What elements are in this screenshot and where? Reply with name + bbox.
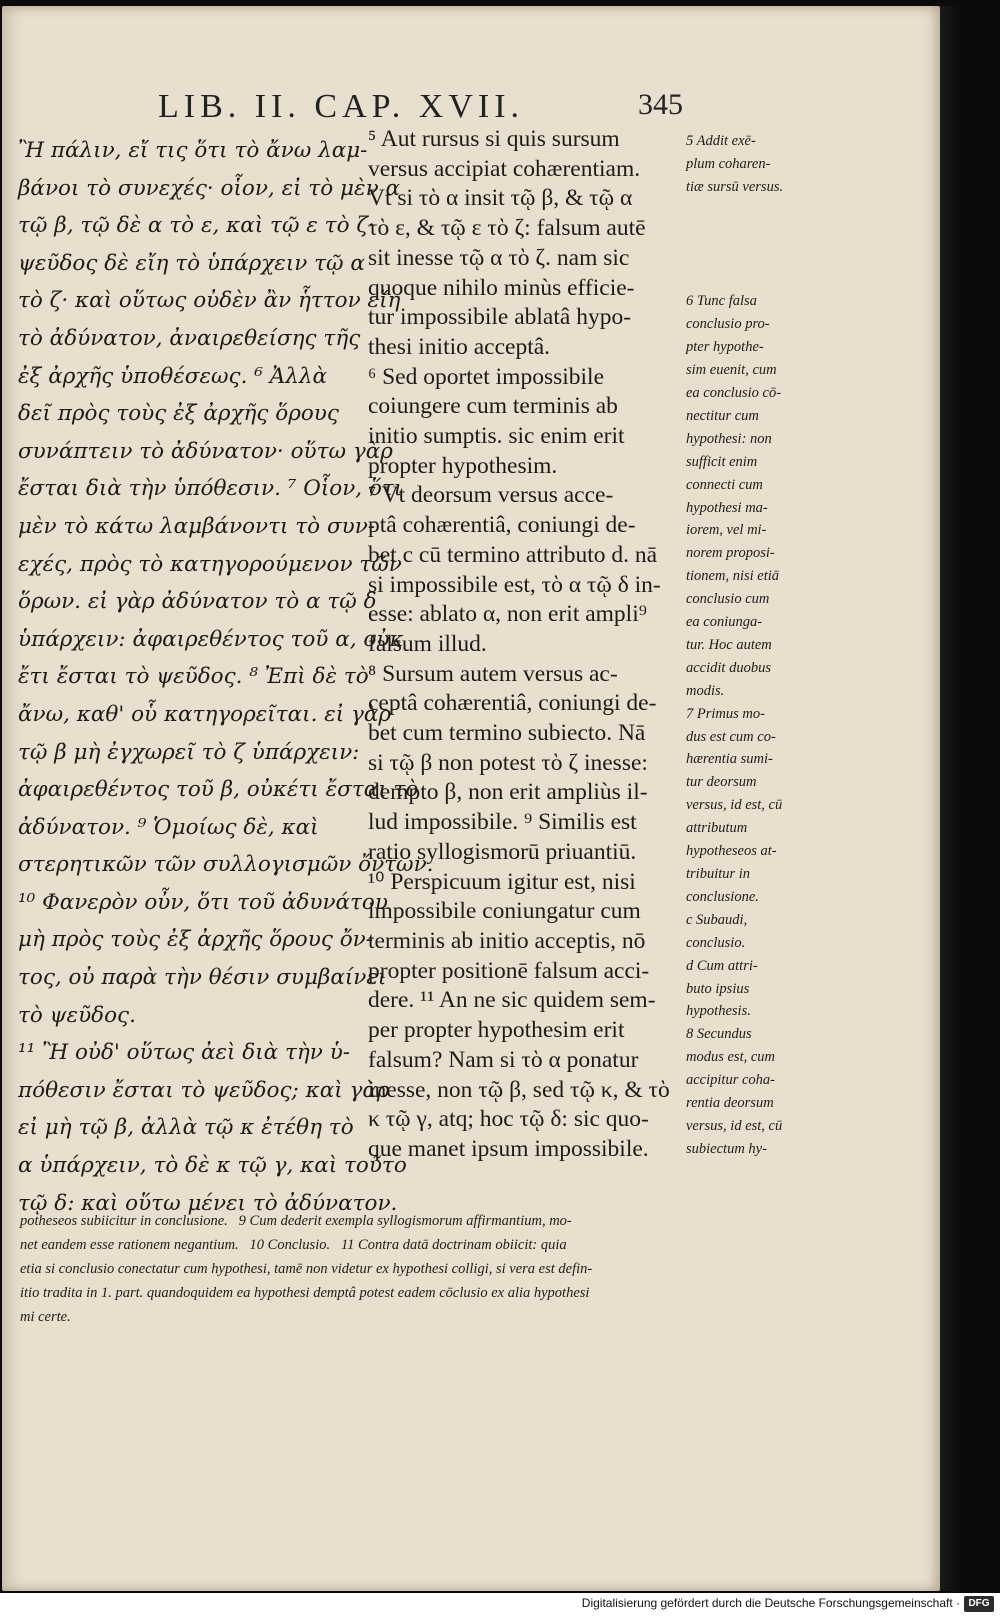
greek-text-column: Ἢ πάλιν, εἴ τις ὅτι τὸ ἄνω λαμ- βάνοι τὸ συνεχές· οἷον, εἰ τὸ μὲν α τῷ β, τῷ δὲ α τὸ ε, καὶ τῷ ε τὸ ζ· ψεῦδος δὲ εἴη τὸ ὑπάρχειν τῷ α τὸ ζ· καὶ οὕτως οὐδὲν ἂν ἧττον εἴη τὸ ἀδύνατον, ἀναιρεθείσης τῆς ἐξ ἀρχῆς ὑποθέσεως. ⁶ Ἀλλὰ δεῖ πρὸς τοὺς ἐξ ἀρχῆς ὅρους συνάπτειν τὸ ἀδύνατον· οὕτω γὰρ ἔσται διὰ τὴν ὑπόθεσιν. ⁷ Οἷον, ὅτι μὲν τὸ κάτω λαμβάνοντι τὸ συν- εχές, πρὸς τὸ κατηγορούμενον τῶν ὅρων. εἰ γὰρ ἀδύνατον τὸ α τῷ δ ὑπάρχειν: ἀφαιρεθέντος τοῦ α, οὐκ ἔτι ἔσται τὸ ψεῦδος. ⁸ Ἐπὶ δὲ τὸ ἄνω, καθ' οὗ κατηγορεῖται. εἰ γὰρ τῷ β μὴ ἐγχωρεῖ τὸ ζ ὑπάρχειν: ἀφαιρεθέντος τοῦ β, οὐκέτι ἔσται τὸ ἀδύνατον. ⁹ Ὁμοίως δὲ, καὶ στερητικῶν τῶν συλλογισμῶν ὄντων. ¹⁰ Φανερὸν οὖν, ὅτι τοῦ ἀδυνάτου μὴ πρὸς τοὺς ἐξ ἀρχῆς ὅρους ὄν- τος, οὐ παρὰ τὴν θέσιν συμβαίνει τὸ ψεῦδος. ¹¹ Ἢ οὐδ' οὕτως ἀεὶ διὰ τὴν ὑ- πόθεσιν ἔσται τὸ ψεῦδος; καὶ γὰρ εἰ μὴ τῷ β, ἀλλὰ τῷ κ ἐτέθη τὸ α ὑπάρχειν, τὸ δὲ κ τῷ γ, καὶ τοῦτο τῷ δ: καὶ οὕτω μένει τὸ ἀδύνατον.	[18, 138, 434, 1216]
page-number: 345	[638, 88, 683, 121]
book-leaf	[2, 6, 940, 1591]
running-head: LIB. II. CAP. XVII.	[158, 88, 525, 125]
latin-translation-column: ⁵ Aut rursus si quis sursum versus accipiat cohærentiam. Vt si τὸ α insit τῷ β, & τῷ α τὸ ε, & τῷ ε τὸ ζ: falsum autē sit inesse τῷ α τὸ ζ. nam sic quoque nihilo minùs efficie- tur impossibile ablatâ hypo- thesi initio acceptâ. ⁶ Sed oportet impossibile coiungere cum terminis ab initio sumptis. sic enim erit propter hypothesim. ⁷ Vt deorsum versus acce- ptâ cohærentiâ, coniungi de- bet c cū termino attributo d. nā si impossibile est, τὸ α τῷ δ in- esse: ablato α, non erit ampli⁹ falsum illud. ⁸ Sursum autem versus ac- ceptâ cohærentiâ, coniungi de- bet cum termino subiecto. Nā si τῷ β non potest τὸ ζ inesse: dempto β, non erit ampliùs il- lud impossibile. ⁹ Similis est ratio syllogismorū priuantiū. ¹⁰ Perspicuum igitur est, nisi impossibile coniungatur cum terminis ab initio acceptis, nō propter positionē falsum acci- dere. ¹¹ An ne sic quidem sem- per propter hypothesim erit falsum? Nam si τὸ α ponatur inesse, non τῷ β, sed τῷ κ, & τὸ κ τῷ γ, atq; hoc τῷ δ: sic quo- que manet ipsum impossibile.	[368, 126, 670, 1162]
page-edge-shadow	[940, 6, 960, 1591]
digitization-footer	[0, 1593, 1000, 1616]
margin-notes: 5 Addit exē- plum coharen- tiæ sursū versus. 6 Tunc falsa conclusio pro- pter hypothe- sim euenit, cum ea conclusio cō- nectitur cum hypothesi: non sufficit enim connecti cum hypothesi ma- iorem, vel mi- norem proposi- tionem, nisi etiā conclusio cum ea coniunga- tur. Hoc autem accidit duobus modis. 7 Primus mo- dus est cum co- hærentia sumi- tur deorsum versus, id est, cū attributum hypotheseos at- tribuitur in conclusione. c Subaudi, conclusio. d Cum attri- buto ipsius hypothesis. 8 Secundus modus est, cum accipitur coha- rentia deorsum versus, id est, cū subiectum hy-	[686, 133, 784, 1157]
digitization-credit: Digitalisierung gefördert durch die Deutsche Forschungsgemeinschaft ·	[581, 1596, 960, 1610]
dfg-logo-icon: DFG	[964, 1596, 994, 1612]
page-header	[2, 88, 940, 128]
footnotes: potheseos subiicitur in conclusione. 9 Cum dederit exempla syllogismorum affirmantium, mo- net eandem esse rationem negantium. 10 Conclusio. 11 Contra datā doctrinam obiicit: quia etia si conclusio conectatur cum hypothesi, tamē non videtur ex hypothesi colligi, si vera est defin- itio tradita in 1. part. quandoquidem ea hypothesi demptâ potest eadem cōclusio ex alia hypothesi mi certe.	[20, 1213, 593, 1325]
